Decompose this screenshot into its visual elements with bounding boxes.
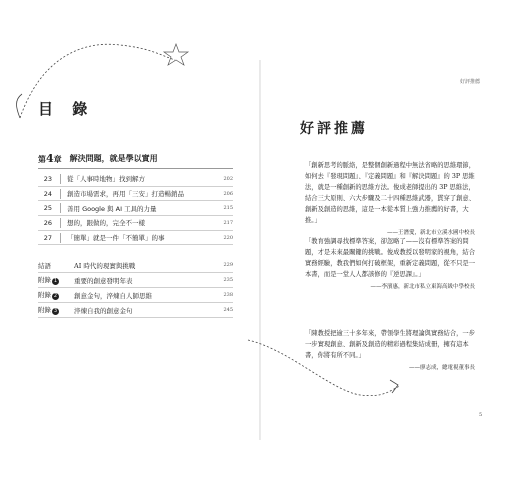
toc-title: 目 錄 — [38, 100, 95, 118]
running-header: 好評推薦 — [460, 79, 481, 85]
toc-appendix-entry[interactable]: 附錄 2 創意金句，淬煉自人師思維 238 — [38, 288, 233, 303]
decorative-swirl-icon — [0, 0, 260, 160]
toc-appendix-entry[interactable]: 附錄 3 淬煉自我的創意金句 245 — [38, 303, 233, 318]
toc-entry[interactable]: 27 「簡單」就是一件「不簡單」的事 220 — [38, 231, 233, 246]
chapter-divider — [38, 168, 233, 169]
review-block: 「創新思考的脈絡，是整個創新過程中無法省略的思維環節，如何去『發現問題』、『定義問題』和『解決問題』的 3P 思維法，就是一種創新的思維方法。俊成老師提出的 3P 思維法，結合三大原則、六大步驟及二十四種思維武器，貫穿了創意、創新及創造的思維，這是一本從本質上強力推薦的好書，大推。」 ——王潛愛，新北市立溪水國中校長 — [305, 160, 475, 239]
reviews-title: 好評推薦 — [300, 121, 368, 137]
page-number: 5 — [479, 412, 483, 418]
number-badge-icon: 2 — [53, 293, 58, 299]
toc-entry[interactable]: 25 善用 Google 與 AI 工具的力量 215 — [38, 201, 233, 216]
review-signature: ——王潛愛，新北市立溪水國中校長 — [386, 230, 475, 236]
review-block: 「陳教授把逾三十多年來，帶領學生將理論與實務結合，一步一步實現創意、創新及創造的精彩過程集結成冊，擁有這本書，你將有所不同。」 ——廖志成，總電視董事長 — [305, 328, 475, 374]
chapter-heading — [38, 152, 158, 165]
toc-appendix — [38, 258, 233, 318]
toc-entry[interactable]: 23 從「人事時地物」找到解方 202 — [38, 172, 233, 187]
toc-sections — [38, 172, 233, 245]
toc-appendix-entry[interactable]: 結語 AI 時代的現實與挑戰 229 — [38, 258, 233, 273]
number-badge-icon: 3 — [53, 308, 58, 314]
chapter-title: 解決問題，就是學以實用 — [69, 153, 158, 163]
number-badge-icon: 1 — [53, 278, 58, 284]
toc-entry[interactable]: 24 創造市場需求，再用「三安」打造暢銷品 206 — [38, 187, 233, 202]
book-gutter — [259, 60, 261, 440]
toc-appendix-entry[interactable]: 附錄 1 重要的創意發明年表 235 — [38, 273, 233, 288]
toc-entry[interactable]: 26 想的，跟做的，完全不一樣 217 — [38, 216, 233, 231]
review-signature: ——李濱惠，新北市私立東海高級中學校長 — [370, 284, 475, 290]
review-signature: ——廖志成，總電視董事長 — [408, 365, 475, 371]
review-block: 「教育強調尋找標準答案，卻忽略了——沒有標準答案的問題，才是未來最關鍵的挑戰。俊成教授以發明家的視角，結合實務經驗，教我們如何打破框架，重新定義問題，從不只是一本書，而是一堂人人都該修的『逆思課』。」 ——李濱惠，新北市私立東海高級中學校長 — [305, 236, 475, 293]
chapter-number: 第4章 — [38, 152, 62, 165]
